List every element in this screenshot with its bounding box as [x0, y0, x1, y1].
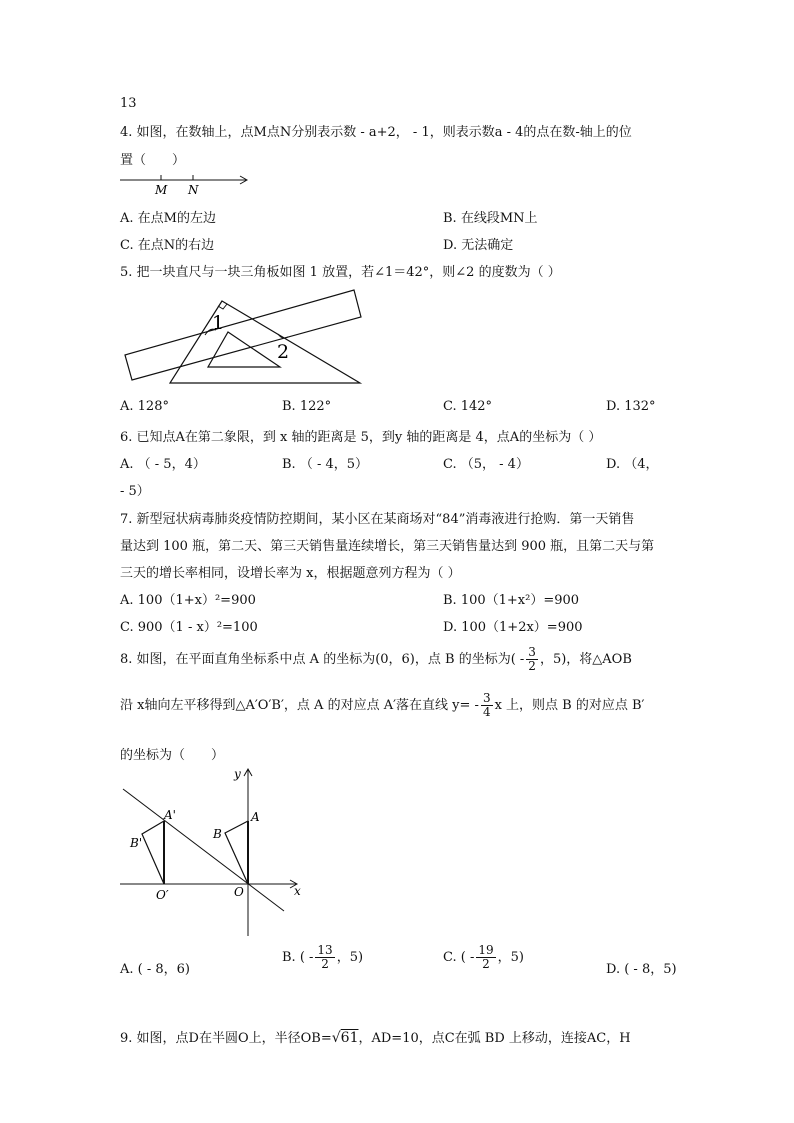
q8-point-o: O — [234, 885, 244, 899]
q6-option-d: D. （4， — [606, 457, 659, 472]
q5-option-b: B. 122° — [282, 399, 332, 414]
q8-line2-text-b: x 上，则点 B 的对应点 B′ — [494, 698, 645, 714]
q8-stem-line1 — [120, 646, 632, 673]
q8-stem-line3: 的坐标为（ ） — [120, 748, 225, 763]
q4-number-line — [118, 170, 258, 200]
q8-point-o-prime: O′ — [156, 888, 169, 902]
q8-option-c: C. ( - $\frac{19}{2}$ ，5) — [443, 943, 524, 972]
q6-option-b: B. （ - 4，5） — [282, 457, 369, 472]
q4-option-a: A. 在点M的左边 — [120, 211, 216, 226]
q7-option-c: C. 900（1 - x）²=100 — [120, 620, 258, 635]
q7-stem-line1: 7. 新型冠状病毒肺炎疫情防控期间，某小区在某商场对“84”消毒液进行抢购．第一天销售 — [120, 512, 635, 527]
q4-option-b: B. 在线段MN上 — [443, 211, 538, 226]
q8-line1-fraction: $\frac{3}{2}$ — [528, 645, 536, 674]
q8-option-b-fraction: $\frac{13}{2}$ — [317, 943, 333, 972]
q5-option-a: A. 128° — [120, 399, 169, 414]
q8-option-c-fraction: $\frac{19}{2}$ — [478, 943, 494, 972]
q5-angle-1-label: 1 — [212, 312, 225, 334]
q7-option-a: A. 100（1+x）²=900 — [120, 593, 256, 608]
q7-stem-line2: 量达到 100 瓶，第二天、第三天销售量连续增长，第三天销售量达到 900 瓶，且第二天与第 — [120, 539, 655, 554]
q8-line2-fraction: $\frac{3}{4}$ — [482, 691, 491, 720]
q4-label-n: N — [188, 183, 199, 197]
q8-x-axis-label: x — [294, 884, 301, 898]
q9-sqrt: √61 — [331, 1030, 359, 1046]
page-number: 13 — [120, 96, 137, 111]
q8-option-b: B. ( - $\frac{13}{2}$ ，5) — [282, 943, 364, 972]
q6-option-c: C. （5， - 4） — [443, 457, 529, 472]
q4-option-d: D. 无法确定 — [443, 238, 514, 253]
q7-stem-line3: 三天的增长率相同，设增长率为 x，根据题意列方程为（ ） — [120, 566, 461, 581]
q8-point-b-prime: B' — [130, 836, 143, 850]
q8-point-a: A — [251, 810, 260, 824]
q8-point-b: B — [213, 827, 222, 841]
q7-option-b: B. 100（1+x²）=900 — [443, 593, 580, 608]
q8-line1-text-b: ，5)，将△AOB — [539, 652, 632, 668]
q5-option-d: D. 132° — [606, 399, 656, 414]
q5-triangle — [170, 301, 360, 383]
q6-option-a: A. （ - 5，4） — [120, 457, 206, 472]
q7-option-d: D. 100（1+2x）=900 — [443, 620, 583, 635]
q9-stem: 9. 如图，点D在半圆O上，半径OB=√61，AD=10，点C在弧 BD 上移动，连接AC，H — [120, 1030, 631, 1046]
q8-point-a-prime: A' — [164, 808, 176, 822]
q8-stem-line2 — [120, 692, 645, 719]
q5-angle-2-label: 2 — [277, 341, 290, 363]
q5-option-c: C. 142° — [443, 399, 493, 414]
q6-stem: 6. 已知点A在第二象限，到 x 轴的距离是 5，到y 轴的距离是 4，点A的坐标为（ ） — [120, 430, 602, 445]
q4-stem-line2: 置（ ） — [120, 153, 186, 168]
q8-line1-text-a: 8. 如图，在平面直角坐标系中点 A 的坐标为(0，6)，点 B 的坐标为( - — [120, 652, 525, 668]
q8-option-d: D. ( - 8，5) — [606, 962, 677, 977]
q5-ruler-triangle-figure — [120, 285, 370, 390]
q8-y-axis-label: y — [234, 767, 241, 781]
q4-option-c: C. 在点N的右边 — [120, 238, 215, 253]
q8-option-a: A. ( - 8，6) — [120, 962, 190, 977]
q5-stem: 5. 把一块直尺与一块三角板如图 1 放置，若∠1＝42°，则∠2 的度数为（ ） — [120, 265, 561, 280]
q4-stem-line1: 4. 如图，在数轴上，点M点N分别表示数 - a+2， - 1，则表示数a - 4的点在数-轴上的位 — [120, 125, 632, 140]
q8-coordinate-figure — [118, 765, 308, 940]
q8-line2-text-a: 沿 x轴向左平移得到△A′O′B′，点 A 的对应点 A′落在直线 y= - — [120, 698, 479, 714]
q6-option-d-cont: - 5） — [120, 484, 150, 499]
q4-label-m: M — [155, 183, 168, 197]
